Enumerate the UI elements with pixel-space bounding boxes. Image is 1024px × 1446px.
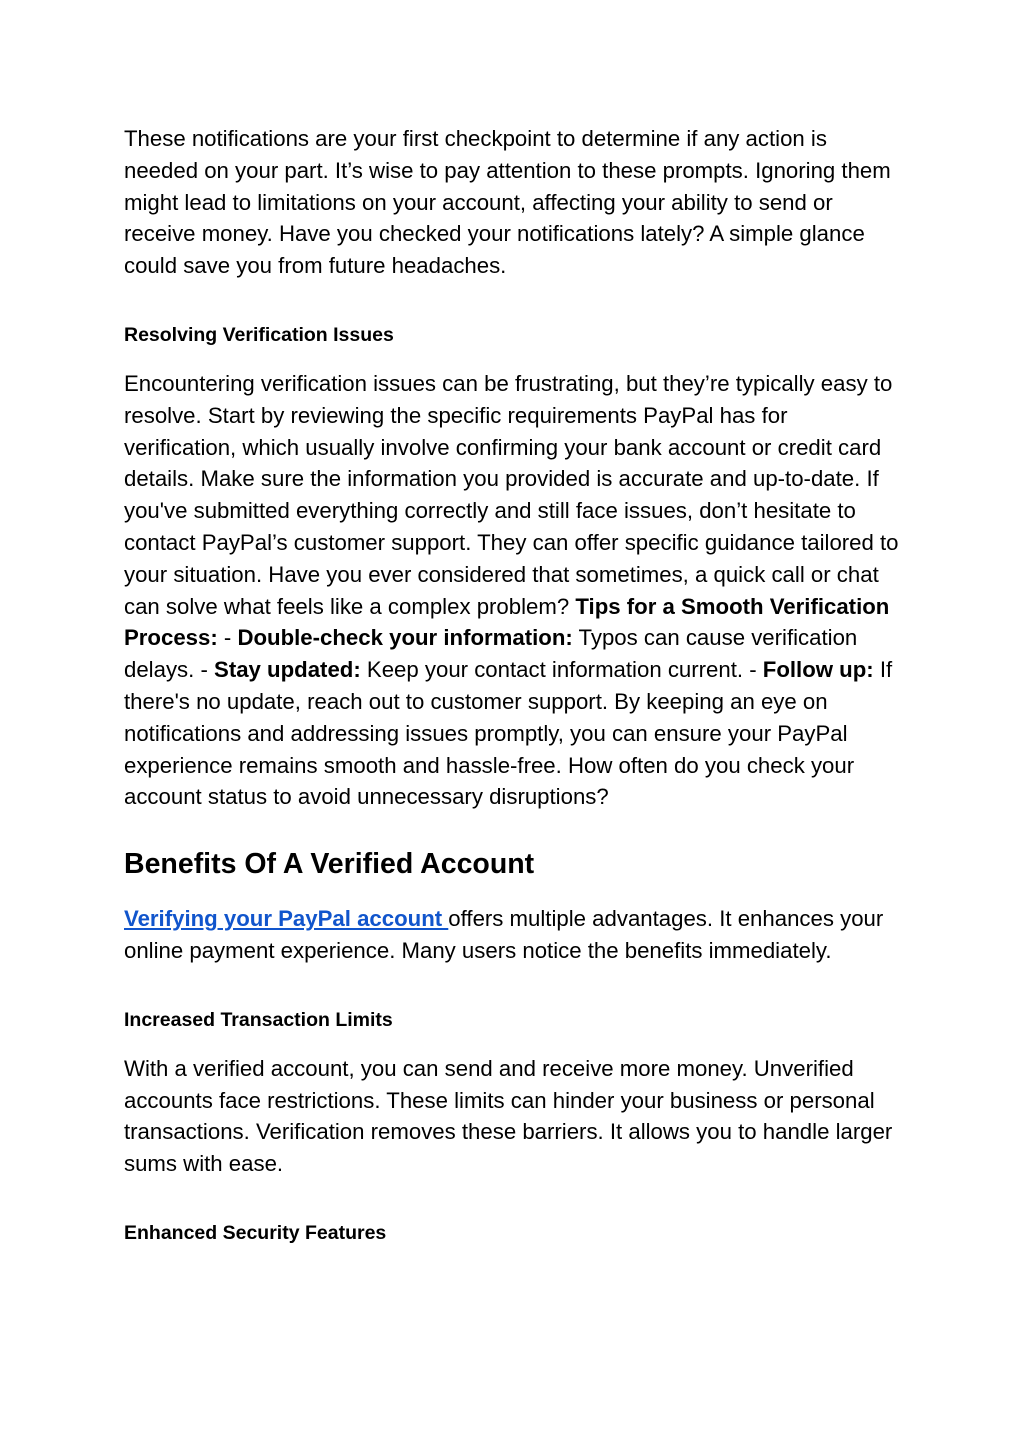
resolving-body-text: Encountering verification issues can be frustrating, but they’re typically easy to resolve. Start by reviewing the specific requirements PayPal has for verification, which usually involve confirming your bank account or credit card details. Make sure the information you provided is accurate and up-to-date. If you've submitted everything correctly and still face issues, don’t hesitate to contact PayPal’s customer support. They can offer specific guidance tailored to your situation. Have you ever considered that sometimes, a quick call or chat can solve what feels like a complex problem? <box>124 370 899 619</box>
benefits-intro-text: offers multiple advantages. It enhances your online payment experience. Many users notice the benefits immediately. <box>124 906 884 963</box>
verifying-paypal-account-link[interactable]: Verifying your PayPal account <box>124 906 449 932</box>
resolving-paragraph <box>124 368 904 813</box>
heading-enhanced-security-features: Enhanced Security Features <box>124 1221 387 1244</box>
tip-stay-updated-label: Stay updated: <box>214 657 361 683</box>
benefits-paragraph <box>124 903 904 967</box>
tips-label: Tips for a Smooth Verification Process: <box>124 593 890 651</box>
heading-resolving-verification-issues: Resolving Verification Issues <box>124 323 394 346</box>
document-page <box>124 123 904 1246</box>
tip-follow-up-label: Follow up: <box>762 657 874 683</box>
limits-paragraph: With a verified account, you can send and receive more money. Unverified accounts face restrictions. These limits can hinder your business or personal transactions. Verification removes these barriers. It allows you to handle larger sums with ease. <box>124 1055 893 1177</box>
intro-paragraph: These notifications are your first checkpoint to determine if any action is needed on your part. It’s wise to pay attention to these prompts. Ignoring them might lead to limitations on your account, affecting your ability to send or receive money. Have you checked your notifications lately? A simple glance could save you from future headaches. <box>124 126 891 279</box>
tip-double-check-label: Double-check your information: <box>237 625 573 651</box>
tip-follow-up-text: If there's no update, reach out to customer support. By keeping an eye on notifications and addressing issues promptly, you can ensure your PayPal experience remains smooth and hassle-free. How often do you check your account status to avoid unnecessary disruptions? <box>124 657 893 810</box>
tip-stay-updated-text: Keep your contact information current. - <box>360 657 763 683</box>
tip-double-check-text: Typos can cause verification delays. - <box>124 625 858 683</box>
heading-increased-transaction-limits: Increased Transaction Limits <box>124 1008 393 1031</box>
heading-benefits-verified-account: Benefits Of A Verified Account <box>124 848 535 881</box>
tips-dash: - <box>217 625 238 651</box>
